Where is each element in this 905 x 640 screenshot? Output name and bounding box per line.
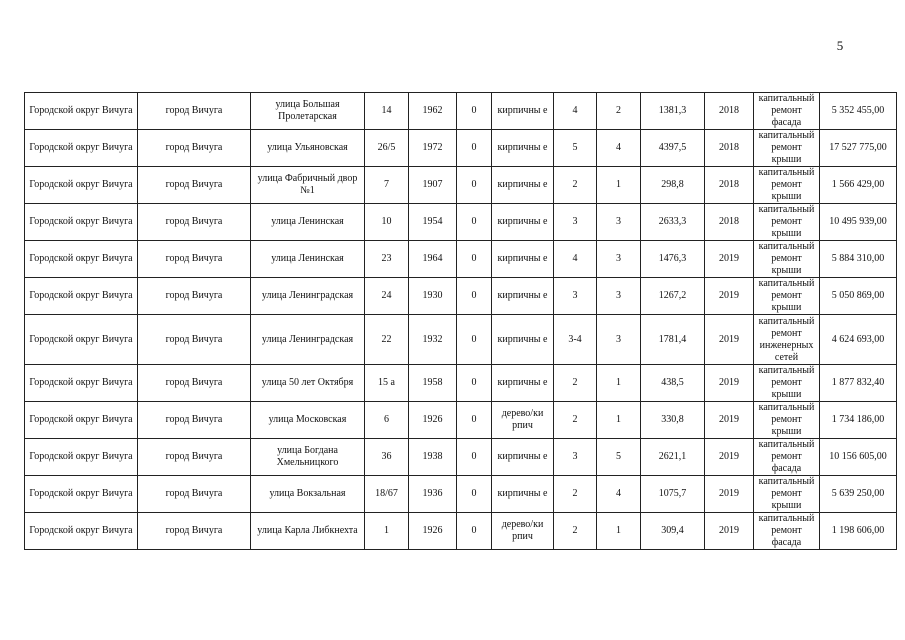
district-cell: Городской округ Вичуга bbox=[25, 130, 138, 167]
cost-cell: 1 877 832,40 bbox=[820, 365, 897, 402]
district-cell: Городской округ Вичуга bbox=[25, 93, 138, 130]
work-type-cell: капитальный ремонт фасада bbox=[754, 513, 820, 550]
district-cell: Городской округ Вичуга bbox=[25, 241, 138, 278]
table-row bbox=[25, 278, 897, 315]
floors-cell: 2 bbox=[554, 365, 597, 402]
work-type-cell: капитальный ремонт крыши bbox=[754, 167, 820, 204]
wall-material-cell: дерево/ки рпич bbox=[492, 513, 554, 550]
house-number-cell: 7 bbox=[365, 167, 409, 204]
street-cell: улица Ленинская bbox=[251, 204, 365, 241]
district-cell: Городской округ Вичуга bbox=[25, 365, 138, 402]
zero-value-cell: 0 bbox=[457, 439, 492, 476]
entrances-cell: 4 bbox=[597, 476, 641, 513]
settlement-cell: город Вичуга bbox=[138, 130, 251, 167]
street-cell: улица Вокзальная bbox=[251, 476, 365, 513]
entrances-cell: 3 bbox=[597, 315, 641, 365]
year-cell: 1962 bbox=[409, 93, 457, 130]
entrances-cell: 5 bbox=[597, 439, 641, 476]
area-cell: 330,8 bbox=[641, 402, 705, 439]
cost-cell: 1 566 429,00 bbox=[820, 167, 897, 204]
district-cell: Городской округ Вичуга bbox=[25, 476, 138, 513]
area-cell: 438,5 bbox=[641, 365, 705, 402]
year-cell: 1907 bbox=[409, 167, 457, 204]
table-row bbox=[25, 315, 897, 365]
year-cell: 1938 bbox=[409, 439, 457, 476]
settlement-cell: город Вичуга bbox=[138, 241, 251, 278]
house-number-cell: 1 bbox=[365, 513, 409, 550]
street-cell: улица Ленинградская bbox=[251, 278, 365, 315]
work-type-cell: капитальный ремонт крыши bbox=[754, 402, 820, 439]
repair-year-cell: 2018 bbox=[705, 93, 754, 130]
cost-cell: 1 198 606,00 bbox=[820, 513, 897, 550]
wall-material-cell: кирпичны е bbox=[492, 476, 554, 513]
page-number: 5 bbox=[836, 38, 844, 53]
settlement-cell: город Вичуга bbox=[138, 167, 251, 204]
floors-cell: 2 bbox=[554, 476, 597, 513]
district-cell: Городской округ Вичуга bbox=[25, 204, 138, 241]
table-row bbox=[25, 365, 897, 402]
area-cell: 1381,3 bbox=[641, 93, 705, 130]
repair-year-cell: 2019 bbox=[705, 476, 754, 513]
entrances-cell: 2 bbox=[597, 93, 641, 130]
area-cell: 1781,4 bbox=[641, 315, 705, 365]
table-row bbox=[25, 402, 897, 439]
repair-year-cell: 2019 bbox=[705, 241, 754, 278]
floors-cell: 3 bbox=[554, 204, 597, 241]
entrances-cell: 3 bbox=[597, 241, 641, 278]
zero-value-cell: 0 bbox=[457, 204, 492, 241]
floors-cell: 5 bbox=[554, 130, 597, 167]
district-cell: Городской округ Вичуга bbox=[25, 402, 138, 439]
repair-year-cell: 2018 bbox=[705, 130, 754, 167]
house-number-cell: 6 bbox=[365, 402, 409, 439]
settlement-cell: город Вичуга bbox=[138, 476, 251, 513]
work-type-cell: капитальный ремонт инженерных сетей bbox=[754, 315, 820, 365]
area-cell: 1075,7 bbox=[641, 476, 705, 513]
repair-year-cell: 2018 bbox=[705, 204, 754, 241]
work-type-cell: капитальный ремонт фасада bbox=[754, 93, 820, 130]
work-type-cell: капитальный ремонт крыши bbox=[754, 130, 820, 167]
zero-value-cell: 0 bbox=[457, 365, 492, 402]
table-row bbox=[25, 513, 897, 550]
area-cell: 298,8 bbox=[641, 167, 705, 204]
table-row bbox=[25, 204, 897, 241]
district-cell: Городской округ Вичуга bbox=[25, 278, 138, 315]
street-cell: улица Ленинская bbox=[251, 241, 365, 278]
settlement-cell: город Вичуга bbox=[138, 439, 251, 476]
entrances-cell: 4 bbox=[597, 130, 641, 167]
district-cell: Городской округ Вичуга bbox=[25, 167, 138, 204]
repair-year-cell: 2018 bbox=[705, 167, 754, 204]
floors-cell: 3 bbox=[554, 439, 597, 476]
cost-cell: 10 156 605,00 bbox=[820, 439, 897, 476]
repair-year-cell: 2019 bbox=[705, 315, 754, 365]
district-cell: Городской округ Вичуга bbox=[25, 513, 138, 550]
settlement-cell: город Вичуга bbox=[138, 315, 251, 365]
year-cell: 1958 bbox=[409, 365, 457, 402]
repair-year-cell: 2019 bbox=[705, 402, 754, 439]
floors-cell: 2 bbox=[554, 167, 597, 204]
cost-cell: 1 734 186,00 bbox=[820, 402, 897, 439]
area-cell: 4397,5 bbox=[641, 130, 705, 167]
floors-cell: 3-4 bbox=[554, 315, 597, 365]
district-cell: Городской округ Вичуга bbox=[25, 439, 138, 476]
house-number-cell: 10 bbox=[365, 204, 409, 241]
table-row bbox=[25, 93, 897, 130]
street-cell: улица Ленинградская bbox=[251, 315, 365, 365]
wall-material-cell: кирпичны е bbox=[492, 315, 554, 365]
table-row bbox=[25, 439, 897, 476]
cost-cell: 17 527 775,00 bbox=[820, 130, 897, 167]
house-number-cell: 26/5 bbox=[365, 130, 409, 167]
wall-material-cell: кирпичны е bbox=[492, 130, 554, 167]
area-cell: 1476,3 bbox=[641, 241, 705, 278]
zero-value-cell: 0 bbox=[457, 315, 492, 365]
area-cell: 2633,3 bbox=[641, 204, 705, 241]
wall-material-cell: кирпичны е bbox=[492, 365, 554, 402]
work-type-cell: капитальный ремонт фасада bbox=[754, 439, 820, 476]
settlement-cell: город Вичуга bbox=[138, 278, 251, 315]
year-cell: 1932 bbox=[409, 315, 457, 365]
house-number-cell: 14 bbox=[365, 93, 409, 130]
entrances-cell: 1 bbox=[597, 402, 641, 439]
year-cell: 1930 bbox=[409, 278, 457, 315]
table-row bbox=[25, 130, 897, 167]
year-cell: 1972 bbox=[409, 130, 457, 167]
floors-cell: 4 bbox=[554, 93, 597, 130]
zero-value-cell: 0 bbox=[457, 476, 492, 513]
zero-value-cell: 0 bbox=[457, 130, 492, 167]
floors-cell: 2 bbox=[554, 513, 597, 550]
zero-value-cell: 0 bbox=[457, 167, 492, 204]
repair-year-cell: 2019 bbox=[705, 278, 754, 315]
area-cell: 309,4 bbox=[641, 513, 705, 550]
entrances-cell: 3 bbox=[597, 204, 641, 241]
street-cell: улица Большая Пролетарская bbox=[251, 93, 365, 130]
house-number-cell: 22 bbox=[365, 315, 409, 365]
settlement-cell: город Вичуга bbox=[138, 93, 251, 130]
house-number-cell: 24 bbox=[365, 278, 409, 315]
street-cell: улица Богдана Хмельницкого bbox=[251, 439, 365, 476]
repair-year-cell: 2019 bbox=[705, 439, 754, 476]
year-cell: 1926 bbox=[409, 513, 457, 550]
wall-material-cell: кирпичны е bbox=[492, 439, 554, 476]
settlement-cell: город Вичуга bbox=[138, 204, 251, 241]
entrances-cell: 1 bbox=[597, 513, 641, 550]
entrances-cell: 3 bbox=[597, 278, 641, 315]
street-cell: улица Московская bbox=[251, 402, 365, 439]
table-body bbox=[25, 93, 897, 550]
district-cell: Городской округ Вичуга bbox=[25, 315, 138, 365]
street-cell: улица 50 лет Октября bbox=[251, 365, 365, 402]
wall-material-cell: кирпичны е bbox=[492, 278, 554, 315]
cost-cell: 4 624 693,00 bbox=[820, 315, 897, 365]
settlement-cell: город Вичуга bbox=[138, 365, 251, 402]
area-cell: 1267,2 bbox=[641, 278, 705, 315]
wall-material-cell: кирпичны е bbox=[492, 241, 554, 278]
cost-cell: 10 495 939,00 bbox=[820, 204, 897, 241]
work-type-cell: капитальный ремонт крыши bbox=[754, 278, 820, 315]
wall-material-cell: кирпичны е bbox=[492, 167, 554, 204]
zero-value-cell: 0 bbox=[457, 241, 492, 278]
street-cell: улица Ульяновская bbox=[251, 130, 365, 167]
wall-material-cell: дерево/ки рпич bbox=[492, 402, 554, 439]
zero-value-cell: 0 bbox=[457, 278, 492, 315]
wall-material-cell: кирпичны е bbox=[492, 204, 554, 241]
wall-material-cell: кирпичны е bbox=[492, 93, 554, 130]
work-type-cell: капитальный ремонт крыши bbox=[754, 241, 820, 278]
year-cell: 1936 bbox=[409, 476, 457, 513]
entrances-cell: 1 bbox=[597, 167, 641, 204]
house-number-cell: 36 bbox=[365, 439, 409, 476]
area-cell: 2621,1 bbox=[641, 439, 705, 476]
zero-value-cell: 0 bbox=[457, 402, 492, 439]
work-type-cell: капитальный ремонт крыши bbox=[754, 365, 820, 402]
year-cell: 1964 bbox=[409, 241, 457, 278]
zero-value-cell: 0 bbox=[457, 93, 492, 130]
work-type-cell: капитальный ремонт крыши bbox=[754, 476, 820, 513]
housing-repair-table bbox=[24, 92, 897, 550]
cost-cell: 5 352 455,00 bbox=[820, 93, 897, 130]
entrances-cell: 1 bbox=[597, 365, 641, 402]
street-cell: улица Фабричный двор №1 bbox=[251, 167, 365, 204]
house-number-cell: 15 а bbox=[365, 365, 409, 402]
repair-year-cell: 2019 bbox=[705, 513, 754, 550]
floors-cell: 4 bbox=[554, 241, 597, 278]
repair-year-cell: 2019 bbox=[705, 365, 754, 402]
year-cell: 1954 bbox=[409, 204, 457, 241]
table-row bbox=[25, 241, 897, 278]
settlement-cell: город Вичуга bbox=[138, 513, 251, 550]
floors-cell: 3 bbox=[554, 278, 597, 315]
table-row bbox=[25, 476, 897, 513]
settlement-cell: город Вичуга bbox=[138, 402, 251, 439]
cost-cell: 5 884 310,00 bbox=[820, 241, 897, 278]
street-cell: улица Карла Либкнехта bbox=[251, 513, 365, 550]
work-type-cell: капитальный ремонт крыши bbox=[754, 204, 820, 241]
floors-cell: 2 bbox=[554, 402, 597, 439]
zero-value-cell: 0 bbox=[457, 513, 492, 550]
cost-cell: 5 639 250,00 bbox=[820, 476, 897, 513]
year-cell: 1926 bbox=[409, 402, 457, 439]
table-row bbox=[25, 167, 897, 204]
house-number-cell: 18/67 bbox=[365, 476, 409, 513]
house-number-cell: 23 bbox=[365, 241, 409, 278]
cost-cell: 5 050 869,00 bbox=[820, 278, 897, 315]
